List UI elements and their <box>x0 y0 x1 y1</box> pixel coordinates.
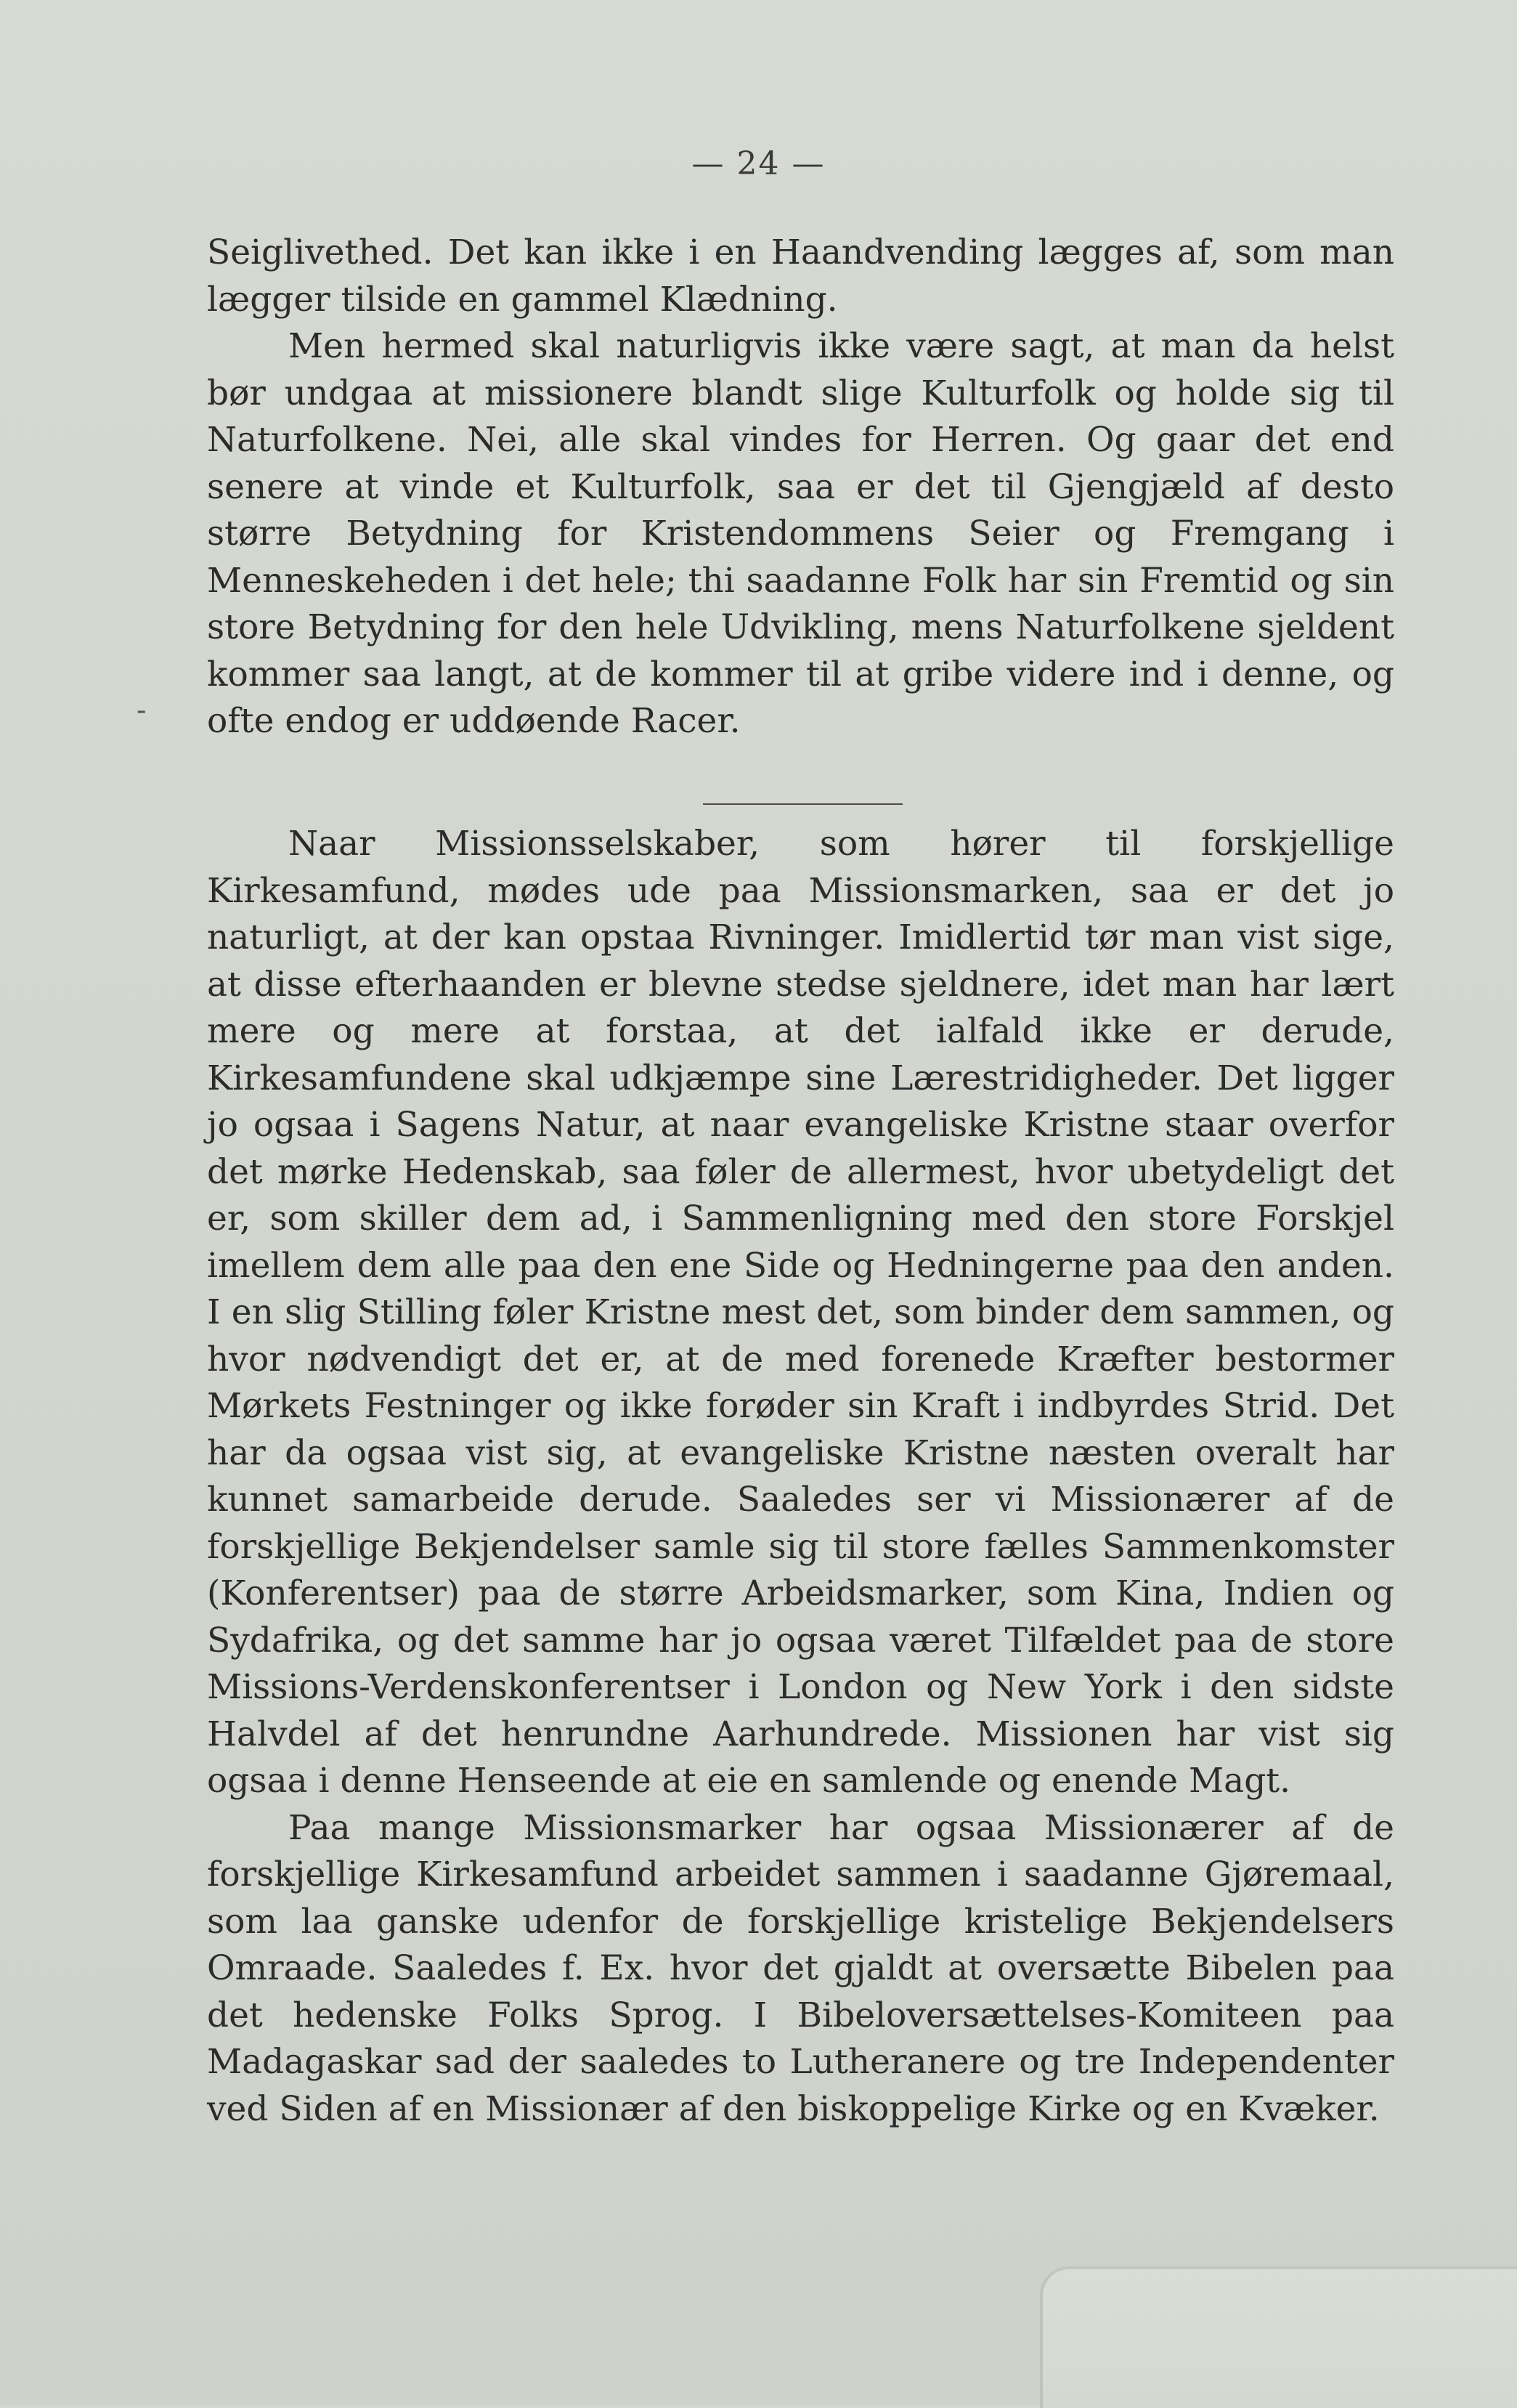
text-block-1 <box>207 230 1394 745</box>
page-number: — 24 — <box>691 145 826 182</box>
margin-mark: - <box>137 694 147 727</box>
page-corner-edge <box>1040 2266 1517 2408</box>
paragraph: Men hermed skal naturligvis ikke være sagt, at man da helst bør undgaa at missionere blandt slige Kulturfolk og holde sig til Naturfolkene. Nei, alle skal vindes for Herren. Og gaar det end senere at vinde et Kulturfolk, saa er det til Gjengjæld af desto større Betydning for Kristendommens Seier og Fremgang i Menneskeheden i det hele; thi saadanne Folk har sin Fremtid og sin store Betydning for den hele Udvikling, mens Naturfolkene sjeldent kommer saa langt, at de kommer til at gribe videre ind i denne, og ofte endog er uddøende Racer. <box>207 326 1394 741</box>
text-block-2 <box>207 821 1394 2133</box>
section-divider <box>703 803 903 805</box>
paragraph: Seiglivethed. Det kan ikke i en Haandvending lægges af, som man lægger tilside en gammel Klædning. <box>207 232 1394 320</box>
paragraph: Naar Missionsselskaber, som hører til forskjellige Kirkesamfund, mødes ude paa Missionsmarken, saa er det jo naturligt, at der kan opstaa Rivninger. Imidlertid tør man vist sige, at disse efterhaanden er blevne stedse sjeldnere, idet man har lært mere og mere at forstaa, at det ialfald ikke er derude, Kirkesamfundene skal udkjæmpe sine Lærestridigheder. Det ligger jo ogsaa i Sagens Natur, at naar evangeliske Kristne staar overfor det mørke Hedenskab, saa føler de allermest, hvor ubetydeligt det er, som skiller dem ad, i Sammenligning med den store Forskjel imellem dem alle paa den ene Side og Hedningerne paa den anden. I en slig Stilling føler Kristne mest det, som binder dem sammen, og hvor nødvendigt det er, at de med forenede Kræfter bestormer Mørkets Festninger og ikke forøder sin Kraft i indbyrdes Strid. Det har da ogsaa vist sig, at evangeliske Kristne næsten overalt har kunnet samarbeide derude. Saaledes ser vi Missionærer af de forskjellige Bekjendelser samle sig til store fælles Sammenkomster (Konferentser) paa de større Arbeidsmarker, som Kina, Indien og Sydafrika, og det samme har jo ogsaa været Tilfældet paa de store Missions-Verdenskonferentser i London og New York i den sidste Halvdel af det henrundne Aarhundrede. Missionen har vist sig ogsaa i denne Henseende at eie en samlende og enende Magt. <box>207 824 1394 1801</box>
paragraph: Paa mange Missionsmarker har ogsaa Missionærer af de forskjellige Kirkesamfund arbeidet sammen i saadanne Gjøremaal, som laa ganske udenfor de forskjellige kristelige Bekjendelsers Omraade. Saaledes f. Ex. hvor det gjaldt at oversætte Bibelen paa det hedenske Folks Sprog. I Bibeloversættelses-Komiteen paa Madagaskar sad der saaledes to Lutheranere og tre Independenter ved Siden af en Missionær af den biskoppelige Kirke og en Kvæker. <box>207 1807 1394 2129</box>
